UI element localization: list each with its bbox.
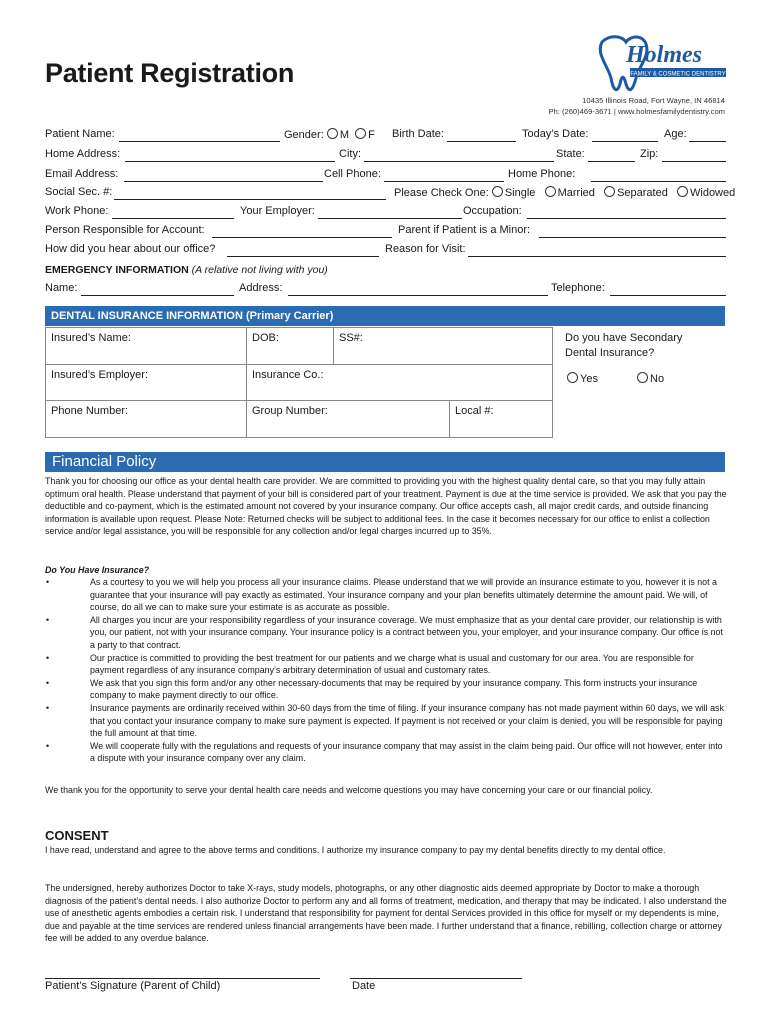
emergency-name-label: Name:	[45, 282, 78, 294]
phone-number-cell[interactable]	[46, 401, 247, 438]
check-one-label: Please Check One:	[394, 187, 489, 199]
signature-line[interactable]	[45, 978, 320, 979]
state-field[interactable]	[588, 149, 635, 162]
home-phone-field[interactable]	[591, 169, 726, 182]
responsible-field[interactable]	[212, 225, 392, 238]
insured-employer-label: Insured’s Employer:	[51, 369, 149, 381]
single-radio[interactable]	[492, 186, 503, 197]
gender-label	[284, 128, 375, 141]
have-insurance-heading: Do You Have Insurance?	[45, 565, 150, 575]
insurance-table	[45, 327, 553, 438]
patient-name-label: Patient Name:	[45, 128, 115, 140]
secondary-no-label: No	[650, 373, 665, 385]
employer-label: Your Employer:	[240, 205, 315, 217]
logo-tagline: FAMILY & COSMETIC DENTISTRY	[630, 71, 726, 78]
dob-cell[interactable]	[247, 328, 334, 365]
hear-about-field[interactable]	[227, 244, 379, 257]
email-field[interactable]	[124, 169, 323, 182]
occupation-field[interactable]	[527, 206, 726, 219]
emergency-telephone-label: Telephone:	[551, 282, 605, 294]
parent-minor-field[interactable]	[539, 225, 726, 238]
secondary-no-radio[interactable]	[637, 372, 648, 383]
separated-label: Separated	[617, 187, 668, 199]
ssn-label: Social Sec. #:	[45, 186, 113, 198]
list-item: • Our practice is committed to providing the best treatment for our patients and we charge what is usual and customary for our area. You are responsible for payment regardless of any insurance company’s arbitrary determination of usual and customary rates.	[46, 652, 694, 676]
secondary-yes-radio[interactable]	[567, 372, 578, 383]
list-item: • We will cooperate fully with the regulations and requests of your insurance company that may assist in the claim being paid. Our office will not however, enter into a dispute with your insurance company over any claim.	[46, 740, 723, 764]
ss-label: SS#:	[339, 332, 363, 344]
emergency-address-label: Address:	[239, 282, 283, 294]
responsible-label: Person Responsible for Account:	[45, 224, 205, 236]
work-phone-label: Work Phone:	[45, 205, 109, 217]
single-label: Single	[504, 187, 536, 199]
insured-name-cell[interactable]	[46, 328, 247, 365]
age-label: Age:	[664, 128, 687, 140]
practice-contact: Ph: (260)469-3671 | www.holmesfamilydentistry.com	[548, 107, 725, 116]
city-label: City:	[339, 148, 361, 160]
ss-cell[interactable]	[334, 328, 553, 365]
birth-date-field[interactable]	[447, 129, 516, 142]
gender-m-radio[interactable]	[327, 128, 338, 139]
insured-name-label: Insured’s Name:	[51, 332, 131, 344]
local-label: Local #:	[455, 405, 494, 417]
home-phone-label: Home Phone:	[508, 168, 576, 180]
separated-radio[interactable]	[604, 186, 615, 197]
practice-logo	[596, 34, 728, 96]
page-title: Patient Registration	[45, 58, 295, 88]
reason-label: Reason for Visit:	[385, 243, 466, 255]
married-radio[interactable]	[545, 186, 556, 197]
occupation-label: Occupation:	[463, 205, 522, 217]
home-address-field[interactable]	[125, 149, 335, 162]
secondary-insurance-box	[555, 327, 725, 437]
gender-m-label: M	[339, 129, 349, 141]
financial-thanks: We thank you for the opportunity to serve your dental health care needs and welcome questions you may have concerning your care or our financial policy.	[45, 785, 653, 795]
reason-field[interactable]	[468, 244, 726, 257]
work-phone-field[interactable]	[112, 206, 234, 219]
list-item: • All charges you incur are your responsibility regardless of your insurance coverage. We must emphasize that as your dental care provider, our relationship is with you, our patient, not with your insurance company. Your insurance policy is a contract between you, your employer, and your insurance company. Our office is not a party to that contract.	[46, 614, 723, 650]
insured-employer-cell[interactable]	[46, 365, 247, 401]
age-field[interactable]	[689, 129, 726, 142]
insurance-heading: DENTAL INSURANCE INFORMATION (Primary Carrier)	[45, 306, 725, 326]
cell-phone-label: Cell Phone:	[324, 168, 381, 180]
city-field[interactable]	[364, 149, 554, 162]
financial-title: Financial Policy	[52, 453, 157, 470]
signature-label: Patient’s Signature (Parent of Child)	[45, 980, 221, 992]
marital-status-group	[394, 186, 735, 199]
list-item: • We ask that you sign this form and/or any other necessary-documents that may be required by your insurance company. This form instructs your insurance company to make payment directly to our office.	[46, 677, 698, 701]
gender-f-radio[interactable]	[355, 128, 366, 139]
secondary-yes-label: Yes	[580, 373, 598, 385]
home-address-label: Home Address:	[45, 148, 121, 160]
group-number-label: Group Number:	[252, 405, 328, 417]
list-item: • Insurance payments are ordinarily received within 30-60 days from the time of filing. If your insurance company has not made payment within 60 days, we will ask that you contact your insurance company to make sure payment is expected. If payment is not received or your claim is denied, you will be responsible for paying the full amount at that time.	[46, 702, 724, 739]
patient-name-field[interactable]	[119, 129, 280, 142]
insurance-co-cell[interactable]	[247, 365, 553, 401]
list-item: • As a courtesy to you we will help you process all your insurance claims. Please understand that we will provide an insurance estimate to you, however it is not a guarantee that your insurance will pay exactly as estimated. Your insurance company and your plan benefits ultimately determine the amount paid. We will, of course, do all we can to make sure your estimate is as accurate as possible.	[46, 577, 717, 613]
emergency-heading-row	[45, 264, 328, 276]
married-label: Married	[557, 187, 595, 199]
consent-heading: CONSENT	[45, 828, 109, 843]
logo-name: Holmes	[626, 42, 702, 68]
cell-phone-field[interactable]	[384, 169, 504, 182]
local-cell[interactable]	[450, 401, 553, 438]
state-label: State:	[556, 148, 585, 160]
emergency-heading: EMERGENCY INFORMATION	[45, 264, 189, 276]
tooth-logo-icon	[596, 34, 728, 96]
widowed-label: Widowed	[690, 187, 736, 199]
insurance-co-label: Insurance Co.:	[252, 369, 324, 381]
insurance-bullets	[45, 576, 725, 765]
hear-about-label: How did you hear about our office?	[45, 243, 216, 255]
consent-paragraph-1: I have read, understand and agree to the above terms and conditions. I authorize my insurance company to pay my dental benefits directly to my dental office.	[45, 845, 666, 855]
ssn-field[interactable]	[114, 187, 386, 200]
secondary-question-1: Do you have Secondary	[565, 332, 683, 344]
date-line[interactable]	[350, 978, 522, 979]
todays-date-field[interactable]	[592, 129, 658, 142]
email-label: Email Address:	[45, 168, 119, 180]
phone-number-label: Phone Number:	[51, 405, 129, 417]
consent-paragraph-2: The undersigned, hereby authorizes Doctor to take X-rays, study models, photographs, or any other diagnostic aids deemed appropriate by Doctor to make a thorough diagnosis of the patient’s dental needs. I also authorize Doctor to perform any and all forms of treatment, medication, and therapy that may be indicated. I also understand the use of anesthetic agents embodies a certain risk. I understand that responsibility for payment for dental Services provided in this office for myself or my dependents is mine, due and payable at the time services are rendered unless financial arrangements have been made. I further understand that a finance, rebilling, collection charge or attorney fee will be added to any overdue balance.	[45, 883, 727, 944]
date-label: Date	[352, 980, 376, 992]
emergency-name-field[interactable]	[81, 283, 234, 296]
zip-label: Zip:	[640, 148, 659, 160]
widowed-radio[interactable]	[677, 186, 688, 197]
emergency-address-field[interactable]	[288, 283, 548, 296]
zip-field[interactable]	[662, 149, 726, 162]
todays-date-label: Today’s Date:	[522, 128, 589, 140]
employer-field[interactable]	[318, 206, 462, 219]
gender-text: Gender:	[284, 129, 324, 141]
parent-minor-label: Parent if Patient is a Minor:	[398, 224, 531, 236]
emergency-note: (A relative not living with you)	[191, 264, 328, 276]
gender-f-label: F	[368, 129, 375, 141]
group-number-cell[interactable]	[247, 401, 450, 438]
emergency-telephone-field[interactable]	[610, 283, 726, 296]
dob-label: DOB:	[252, 332, 279, 344]
birth-date-label: Birth Date:	[392, 128, 444, 140]
secondary-question-2: Dental Insurance?	[565, 347, 655, 359]
practice-address: 10435 Illinois Road, Fort Wayne, IN 46814	[582, 96, 725, 105]
financial-intro: Thank you for choosing our office as your dental health care provider. We are committed to providing you with the highest quality dental care, so that you may fully attain optimum oral health. Please understand that payment of your bill is considered part of your treatment. Payment is due at the time service is provided. We ask that you pay the deductible and co-payment, which is the estimated amount not covered by your insurance company. Our office accepts cash, all major credit cards, and outside financing information is available upon request. Please Note: Returned checks will be subject to additional fees. In the case it becomes necessary for our office to enlist a collection service and/or legal assistance, you will be responsible for any collection and/or legal charges incurred up to 35%.	[45, 476, 727, 537]
